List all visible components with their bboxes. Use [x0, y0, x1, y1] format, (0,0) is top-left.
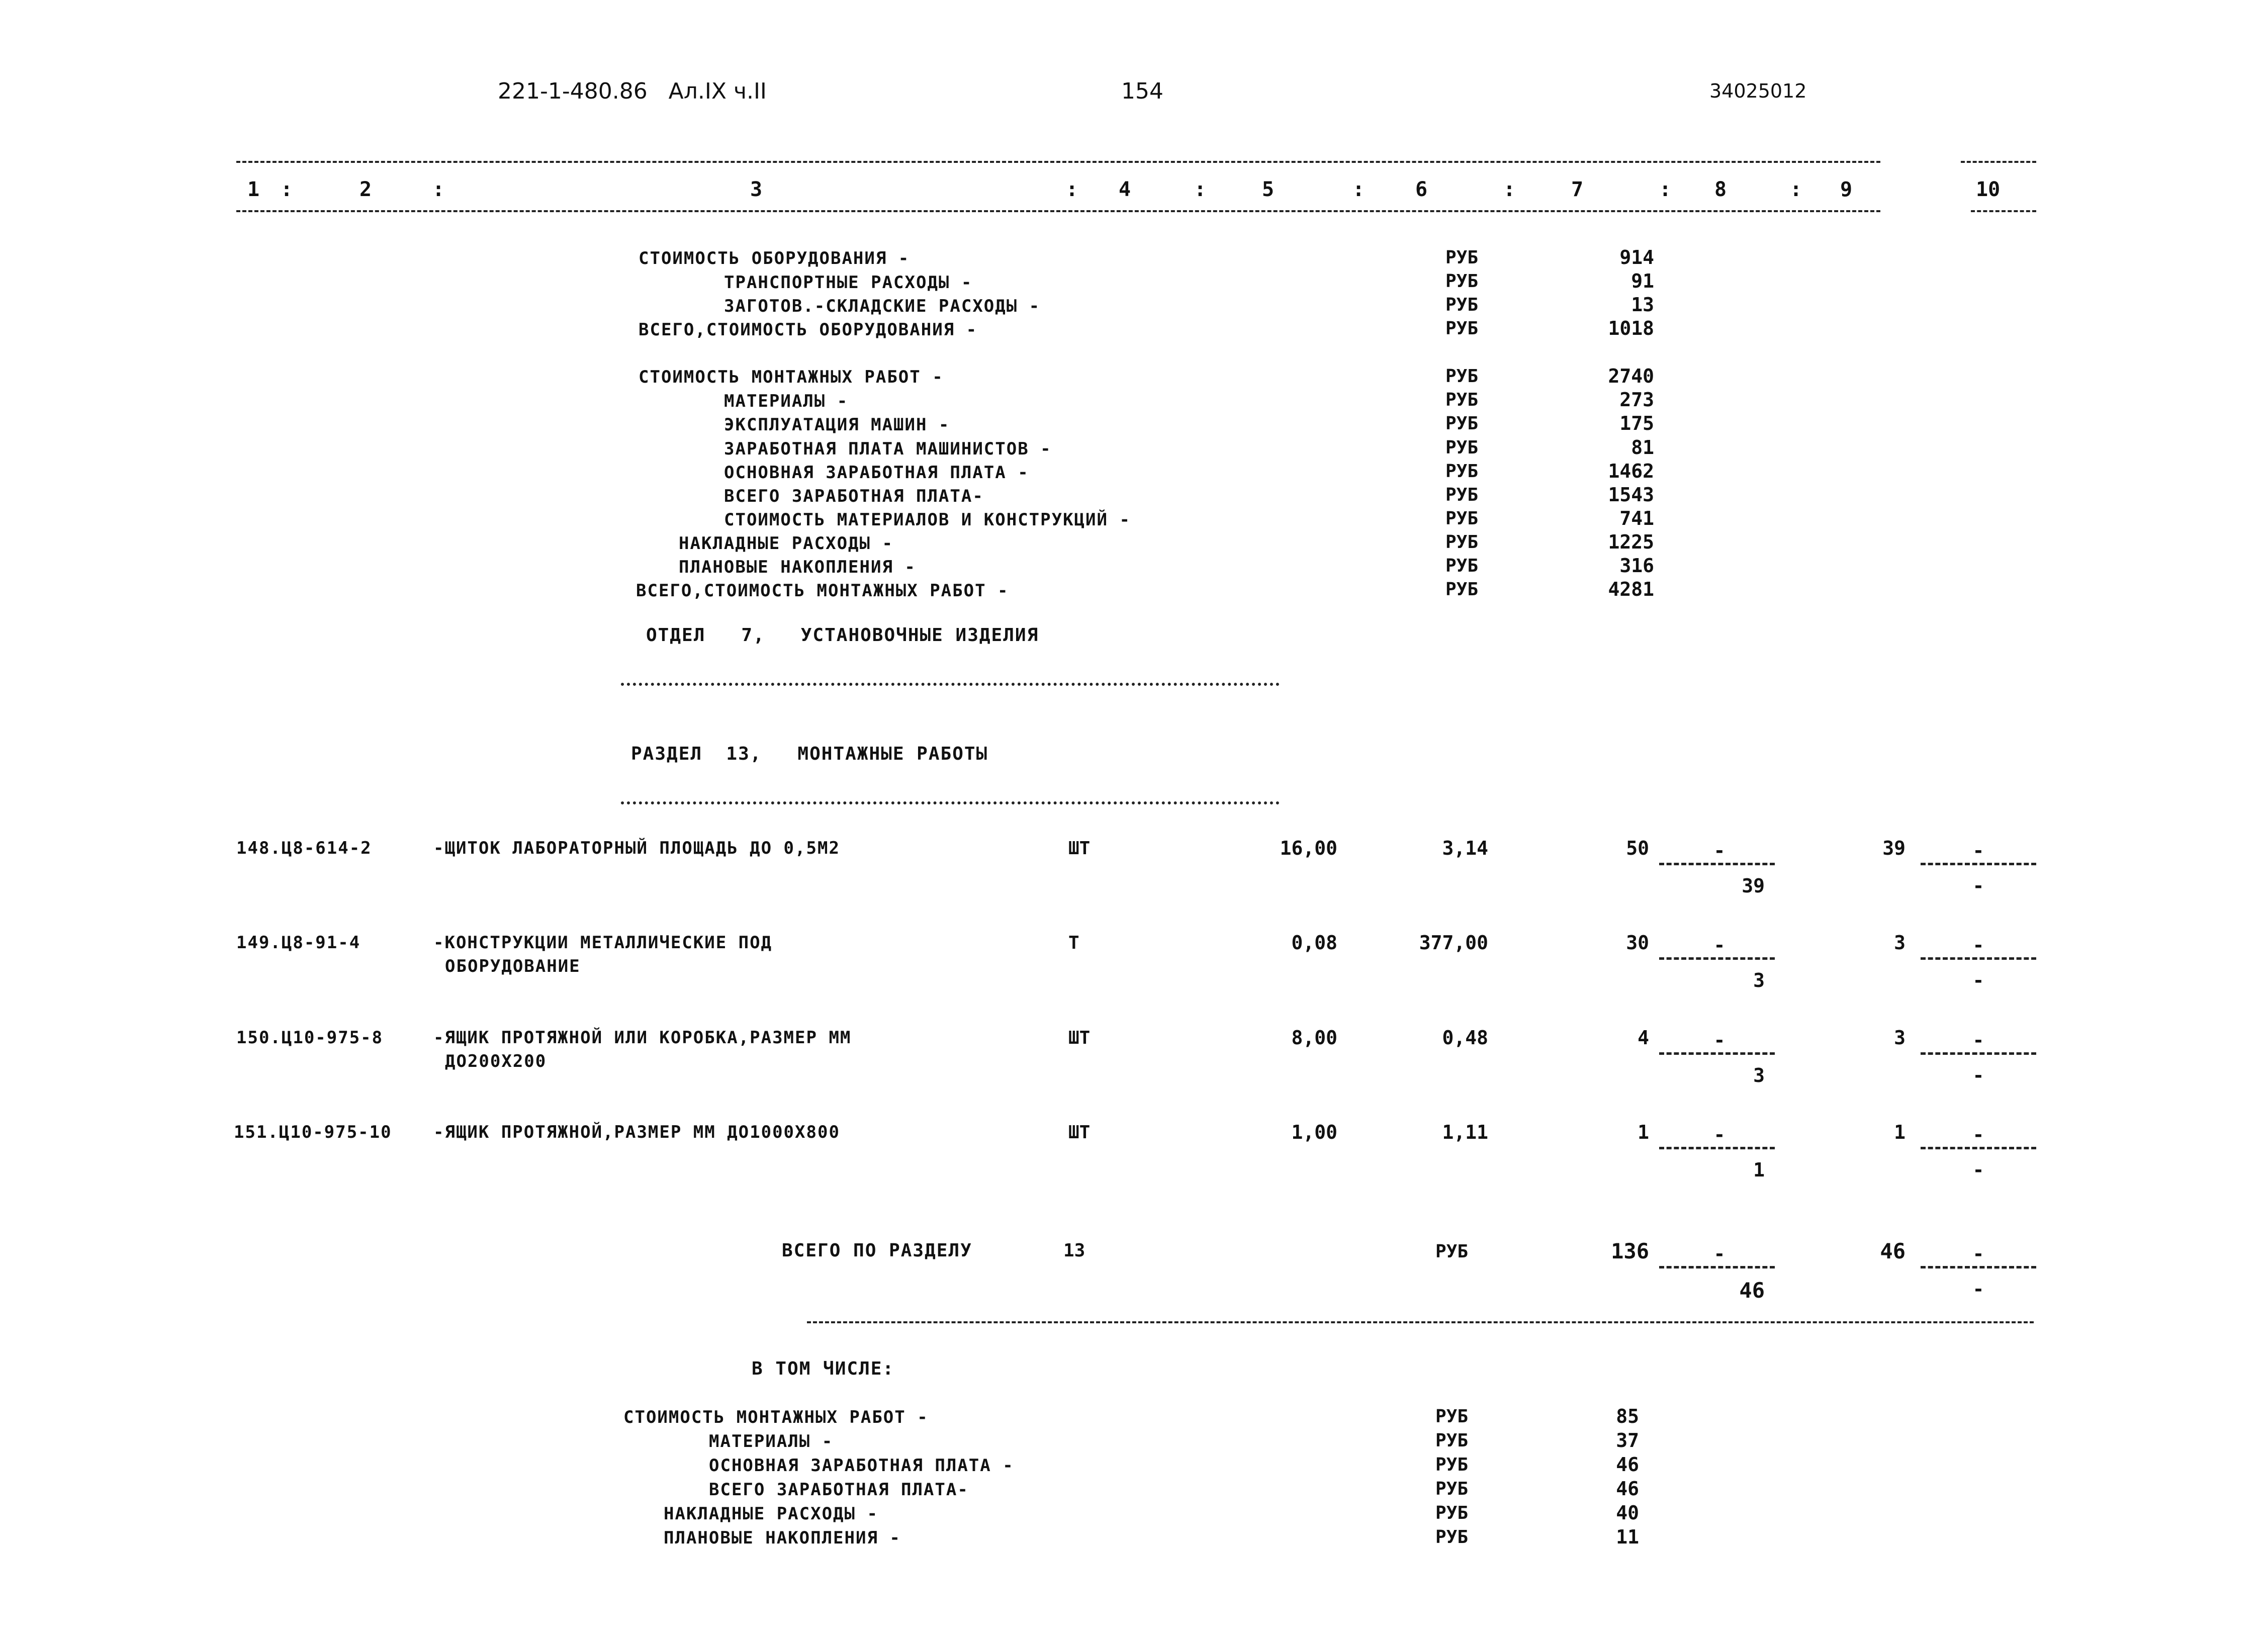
col10-bottom: - — [1972, 1064, 1984, 1086]
double-rule — [621, 683, 1280, 686]
col-separator: : — [281, 178, 293, 201]
summary-value: 316 — [1619, 555, 1654, 577]
col8-top: - — [1713, 1243, 1726, 1265]
item-unit-price: 3,14 — [1442, 837, 1488, 859]
summary-value: 85 — [1616, 1405, 1639, 1427]
summary-label: СТОИМОСТЬ МОНТАЖНЫХ РАБОТ - — [639, 367, 944, 387]
summary-value: 2740 — [1608, 365, 1654, 387]
col-number: 4 — [1119, 178, 1131, 201]
col-number: 10 — [1976, 178, 2001, 201]
document-code: 221-1-480.86 Ал.IX ч.II — [498, 78, 767, 104]
item-description: -ЩИТОК ЛАБОРАТОРНЫЙ ПЛОЩАДЬ ДО 0,5М2 — [433, 838, 840, 858]
item-unit-price: 1,11 — [1442, 1121, 1488, 1143]
summary-unit: РУБ — [1445, 437, 1479, 458]
summary-unit: РУБ — [1435, 1455, 1469, 1475]
summary-unit: РУБ — [1445, 556, 1479, 576]
col-number: 7 — [1571, 178, 1584, 201]
item-description-line2: ОБОРУДОВАНИЕ — [445, 956, 581, 976]
header-rule-top — [236, 161, 1880, 163]
col10-top: - — [1972, 840, 1984, 862]
col-separator: : — [1659, 178, 1672, 201]
summary-value: 46 — [1616, 1478, 1639, 1500]
summary-value: 40 — [1616, 1502, 1639, 1524]
summary-label: ВСЕГО ЗАРАБОТНАЯ ПЛАТА- — [709, 1480, 969, 1500]
item-code: 148.Ц8-614-2 — [236, 838, 372, 858]
item-unit-price: 377,00 — [1419, 932, 1488, 954]
item-unit: ШТ — [1068, 1122, 1091, 1143]
fraction-bar — [1921, 863, 2036, 865]
item-unit: ШТ — [1068, 1028, 1091, 1048]
col-number: 3 — [750, 178, 763, 201]
fraction-bar — [1921, 957, 2036, 960]
col-separator: : — [1503, 178, 1516, 201]
col8-bottom: 46 — [1739, 1278, 1765, 1303]
item-description: -КОНСТРУКЦИИ МЕТАЛЛИЧЕСКИЕ ПОД — [433, 933, 773, 953]
summary-unit: РУБ — [1445, 318, 1479, 339]
summary-unit: РУБ — [1435, 1527, 1469, 1548]
summary-label: ПЛАНОВЫЕ НАКОПЛЕНИЯ - — [679, 557, 916, 577]
summary-unit: РУБ — [1435, 1406, 1469, 1427]
summary-label: МАТЕРИАЛЫ - — [709, 1431, 834, 1451]
col10-bottom: - — [1972, 969, 1984, 991]
summary-label: СТОИМОСТЬ МАТЕРИАЛОВ И КОНСТРУКЦИЙ - — [724, 510, 1131, 530]
item-code: 151.Ц10-975-10 — [234, 1122, 392, 1142]
item-unit: ШТ — [1068, 838, 1091, 859]
summary-label: МАТЕРИАЛЫ - — [724, 391, 849, 411]
item-total: 30 — [1626, 932, 1649, 954]
col8-bottom: 3 — [1753, 969, 1765, 991]
summary-label: ЗАРАБОТНАЯ ПЛАТА МАШИНИСТОВ - — [724, 439, 1052, 459]
summary-unit: РУБ — [1435, 1503, 1469, 1523]
item-total: 4 — [1638, 1027, 1649, 1049]
summary-unit: РУБ — [1445, 485, 1479, 505]
header-rule-bottom — [236, 210, 1880, 212]
item-unit-price: 0,48 — [1442, 1027, 1488, 1049]
col10-top: - — [1972, 934, 1984, 956]
summary-label: СТОИМОСТЬ ОБОРУДОВАНИЯ - — [639, 248, 910, 268]
fraction-bar — [1659, 1052, 1775, 1055]
summary-value: 1462 — [1608, 460, 1654, 482]
fraction-bar — [1921, 1147, 2036, 1149]
item-code: 150.Ц10-975-8 — [236, 1028, 384, 1048]
col9-value: 3 — [1894, 932, 1906, 954]
summary-unit: РУБ — [1435, 1479, 1469, 1499]
summary-value: 81 — [1631, 436, 1654, 459]
summary-value: 741 — [1619, 507, 1654, 529]
fraction-bar — [1659, 957, 1775, 960]
item-description: -ЯЩИК ПРОТЯЖНОЙ ИЛИ КОРОБКА,РАЗМЕР ММ — [433, 1028, 852, 1048]
col10-top: - — [1972, 1029, 1984, 1051]
header-rule-top-col10 — [1961, 161, 2036, 163]
summary-unit: РУБ — [1445, 461, 1479, 482]
summary-value: 91 — [1631, 270, 1654, 292]
summary-label: ВСЕГО,СТОИМОСТЬ ОБОРУДОВАНИЯ - — [639, 320, 978, 340]
summary-label: ПЛАНОВЫЕ НАКОПЛЕНИЯ - — [664, 1528, 901, 1548]
col9-value: 1 — [1894, 1121, 1906, 1143]
col-number: 9 — [1840, 178, 1853, 201]
summary-label: ОСНОВНАЯ ЗАРАБОТНАЯ ПЛАТА - — [709, 1456, 1014, 1476]
section-total-number: 13 — [1063, 1240, 1085, 1261]
fraction-bar — [1921, 1266, 2036, 1268]
summary-value: 273 — [1619, 389, 1654, 411]
summary-unit: РУБ — [1445, 271, 1479, 292]
summary-label: ВСЕГО ЗАРАБОТНАЯ ПЛАТА- — [724, 486, 984, 506]
item-code: 149.Ц8-91-4 — [236, 933, 361, 953]
col-separator: : — [1352, 178, 1365, 201]
col8-top: - — [1713, 1029, 1726, 1051]
summary-value: 914 — [1619, 246, 1654, 268]
col9-value: 46 — [1880, 1239, 1906, 1263]
item-quantity: 1,00 — [1291, 1121, 1337, 1143]
item-total: 1 — [1638, 1121, 1649, 1143]
col-separator: : — [1790, 178, 1802, 201]
col-separator: : — [432, 178, 445, 201]
col-separator: : — [1194, 178, 1207, 201]
col8-top: - — [1713, 934, 1726, 956]
col9-value: 39 — [1882, 837, 1906, 859]
page-number: 154 — [1121, 78, 1163, 104]
col8-bottom: 3 — [1753, 1064, 1765, 1086]
item-unit: Т — [1068, 933, 1079, 953]
summary-unit: РУБ — [1445, 508, 1479, 529]
summary-value: 1018 — [1608, 317, 1654, 339]
fraction-bar — [1921, 1052, 2036, 1055]
summary-label: ВСЕГО,СТОИМОСТЬ МОНТАЖНЫХ РАБОТ - — [636, 581, 1009, 601]
col10-bottom: - — [1972, 1159, 1984, 1181]
item-quantity: 16,00 — [1280, 837, 1337, 859]
col8-top: - — [1713, 1124, 1726, 1146]
col-number: 2 — [359, 178, 372, 201]
summary-label: НАКЛАДНЫЕ РАСХОДЫ - — [664, 1504, 878, 1524]
summary-label: ЗАГОТОВ.-СКЛАДСКИЕ РАСХОДЫ - — [724, 296, 1041, 316]
col10-bottom: - — [1972, 875, 1984, 897]
item-total: 50 — [1626, 837, 1649, 859]
item-description: -ЯЩИК ПРОТЯЖНОЙ,РАЗМЕР ММ ДО1000Х800 — [433, 1122, 840, 1142]
summary-unit: РУБ — [1445, 390, 1479, 410]
summary-value: 1225 — [1608, 531, 1654, 553]
fraction-bar — [1659, 1147, 1775, 1149]
summary-label: ОСНОВНАЯ ЗАРАБОТНАЯ ПЛАТА - — [724, 463, 1029, 483]
summary-value: 1543 — [1608, 484, 1654, 506]
section-total-label: ВСЕГО ПО РАЗДЕЛУ — [782, 1240, 972, 1261]
including-label: В ТОМ ЧИСЛЕ: — [752, 1358, 895, 1379]
summary-unit: РУБ — [1445, 295, 1479, 315]
section-total-unit: РУБ — [1435, 1241, 1469, 1262]
col-number: 1 — [247, 178, 260, 201]
summary-unit: РУБ — [1435, 1430, 1469, 1451]
summary-value: 11 — [1616, 1526, 1639, 1548]
col8-top: - — [1713, 840, 1726, 862]
summary-label: СТОИМОСТЬ МОНТАЖНЫХ РАБОТ - — [623, 1407, 929, 1427]
fraction-bar — [1659, 1266, 1775, 1268]
summary-value: 175 — [1619, 412, 1654, 434]
item-quantity: 8,00 — [1291, 1027, 1337, 1049]
summary-unit: РУБ — [1445, 413, 1479, 434]
col10-top: - — [1972, 1243, 1984, 1265]
double-rule — [621, 801, 1280, 804]
summary-label: ЭКСПЛУАТАЦИЯ МАШИН - — [724, 415, 950, 435]
section-total-value: 136 — [1611, 1239, 1649, 1263]
summary-unit: РУБ — [1445, 579, 1479, 600]
section-heading: РАЗДЕЛ 13, МОНТАЖНЫЕ РАБОТЫ — [631, 744, 988, 764]
summary-label: НАКЛАДНЫЕ РАСХОДЫ - — [679, 533, 893, 554]
col10-bottom: - — [1972, 1278, 1984, 1300]
col8-bottom: 1 — [1753, 1159, 1765, 1181]
col-number: 8 — [1714, 178, 1727, 201]
col10-top: - — [1972, 1124, 1984, 1146]
summary-label: ТРАНСПОРТНЫЕ РАСХОДЫ - — [724, 273, 973, 293]
col-number: 5 — [1262, 178, 1275, 201]
summary-unit: РУБ — [1445, 247, 1479, 268]
summary-unit: РУБ — [1445, 532, 1479, 553]
header-rule-bottom-col10 — [1971, 210, 2036, 212]
summary-value: 13 — [1631, 294, 1654, 316]
col9-value: 3 — [1894, 1027, 1906, 1049]
item-quantity: 0,08 — [1291, 932, 1337, 954]
item-description-line2: ДО200Х200 — [445, 1051, 547, 1071]
document-id: 34025012 — [1709, 80, 1807, 102]
col-separator: : — [1066, 178, 1078, 201]
col8-bottom: 39 — [1742, 875, 1765, 897]
section-total-rule — [807, 1321, 2034, 1323]
summary-unit: РУБ — [1445, 366, 1479, 387]
summary-value: 4281 — [1608, 578, 1654, 600]
summary-value: 37 — [1616, 1429, 1639, 1451]
department-heading: ОТДЕЛ 7, УСТАНОВОЧНЫЕ ИЗДЕЛИЯ — [646, 625, 1039, 646]
col-number: 6 — [1415, 178, 1428, 201]
fraction-bar — [1659, 863, 1775, 865]
summary-value: 46 — [1616, 1454, 1639, 1476]
